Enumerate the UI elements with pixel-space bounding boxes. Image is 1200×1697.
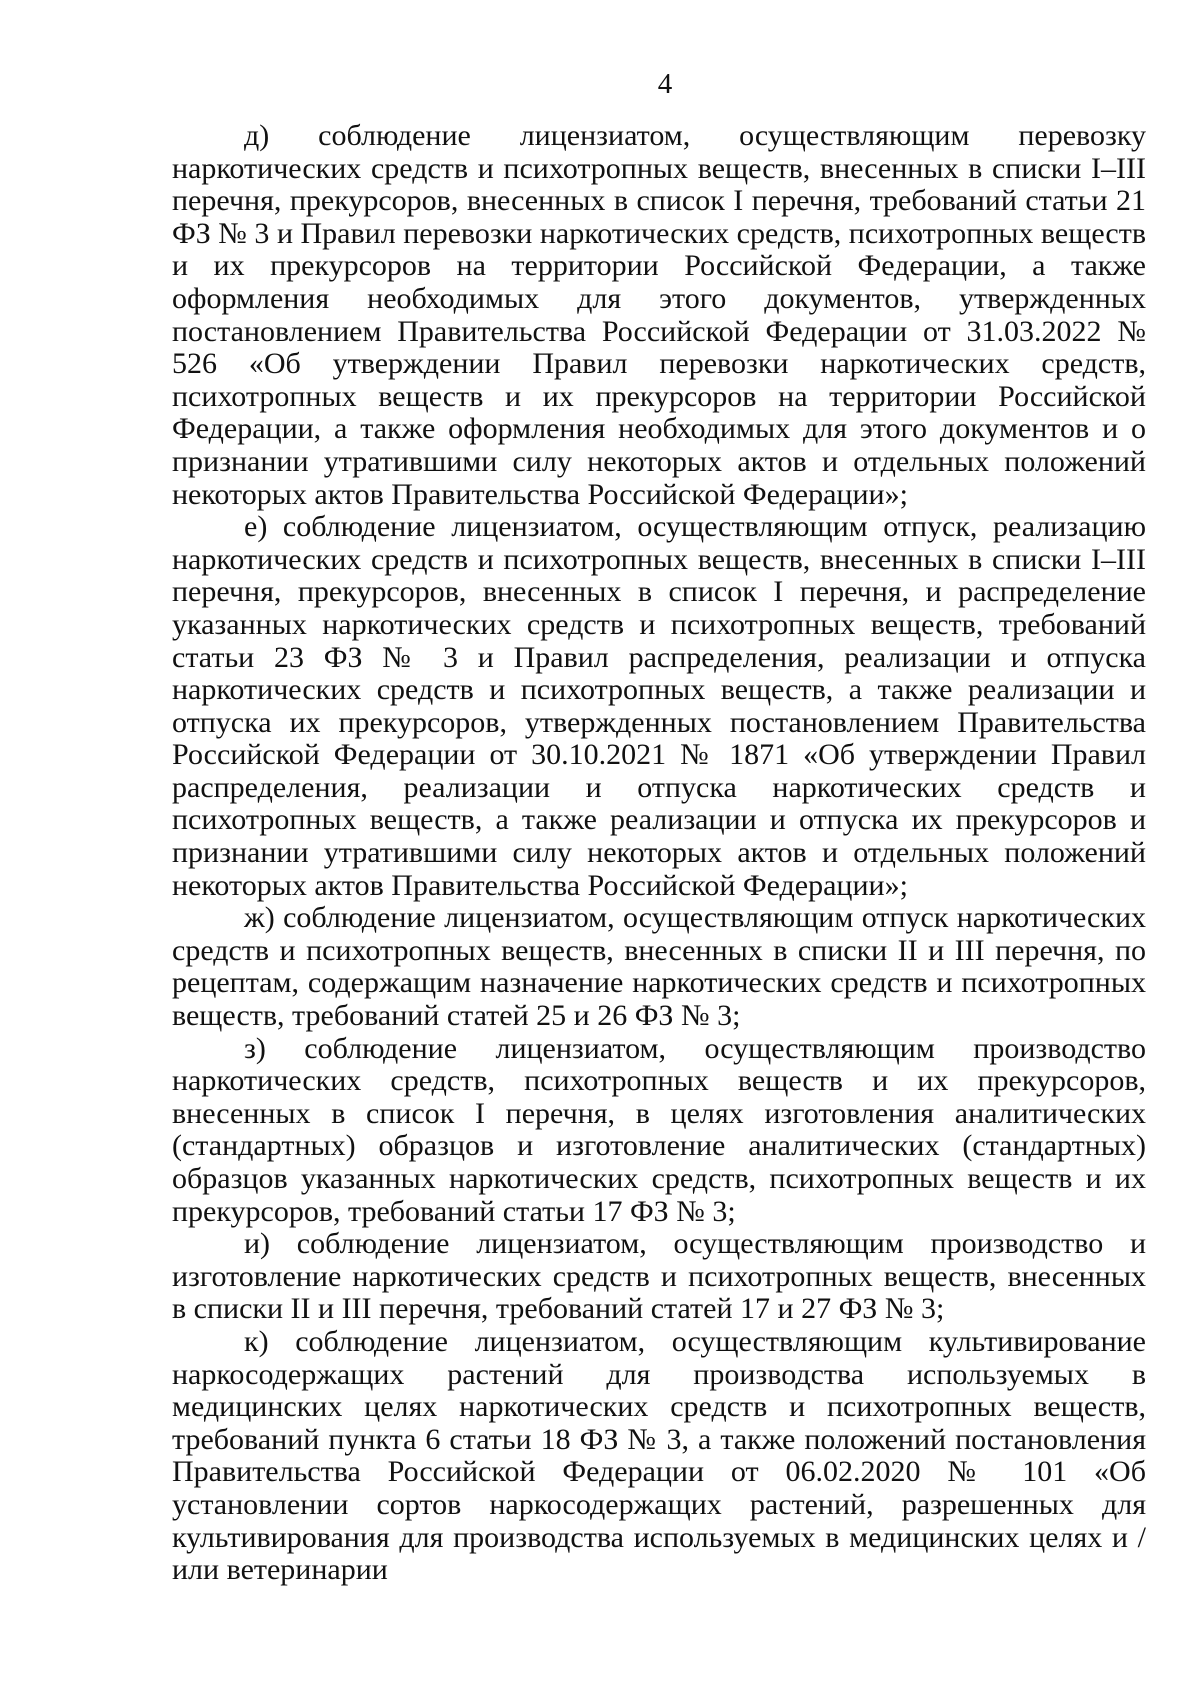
document-body (172, 120, 1146, 1587)
paragraph-i: и) соблюдение лицензиатом, осуществляющим производство и изготовление наркотических средств и психотропных веществ, внесенных в списки II и III перечня, требований статей 17 и 27 ФЗ № 3; (172, 1227, 1146, 1326)
page-number: 4 (657, 68, 673, 100)
paragraph-z: з) соблюдение лицензиатом, осуществляющим производство наркотических средств, психотропных веществ и их прекурсоров, внесенных в список I перечня, в целях изготовления аналитических (стандартных) образцов и изготовление аналитических (стандартных) образцов указанных наркотических средств, психотропных веществ и их прекурсоров, требований статьи 17 ФЗ № 3; (172, 1031, 1146, 1228)
paragraph-e: е) соблюдение лицензиатом, осуществляющим отпуск, реализацию наркотических средств и психотропных веществ, внесенных в списки I–III перечня, прекурсоров, внесенных в список I перечня, и распределение указанных наркотических средств и психотропных веществ, требований статьи 23 ФЗ № 3 и Правил распределения, реализации и отпуска наркотических средств и психотропных веществ, а также реализации и отпуска их прекурсоров, утвержденных постановлением Правительства Российской Федерации от 30.10.2021 № 1871 «Об утверждении Правил распределения, реализации и отпуска наркотических средств и психотропных веществ, а также реализации и отпуска их прекурсоров и признании утратившими силу некоторых актов и отдельных положений некоторых актов Правительства Российской Федерации»; (172, 510, 1146, 902)
paragraph-k: к) соблюдение лицензиатом, осуществляющим культивирование наркосодержащих растений для производства используемых в медицинских целях наркотических средств и психотропных веществ, требований пункта 6 статьи 18 ФЗ № 3, а также положений постановления Правительства Российской Федерации от 06.02.2020 № 101 «Об установлении сортов наркосодержащих растений, разрешенных для культивирования для производства используемых в медицинских целях и / или ветеринарии (172, 1324, 1146, 1587)
paragraph-d: д) соблюдение лицензиатом, осуществляющим перевозку наркотических средств и психотропных веществ, внесенных в списки I–III перечня, прекурсоров, внесенных в список I перечня, требований статьи 21 ФЗ № 3 и Правил перевозки наркотических средств, психотропных веществ и их прекурсоров на территории Российской Федерации, а также оформления необходимых для этого документов, утвержденных постановлением Правительства Российской Федерации от 31.03.2022 № 526 «Об утверждении Правил перевозки наркотических средств, психотропных веществ и их прекурсоров на территории Российской Федерации, а также оформления необходимых для этого документов и о признании утратившими силу некоторых актов и отдельных положений некоторых актов Правительства Российской Федерации»; (172, 119, 1146, 511)
paragraph-zh: ж) соблюдение лицензиатом, осуществляющим отпуск наркотических средств и психотропных веществ, внесенных в списки II и III перечня, по рецептам, содержащим назначение наркотических средств и психотропных веществ, требований статей 25 и 26 ФЗ № 3; (172, 901, 1146, 1033)
